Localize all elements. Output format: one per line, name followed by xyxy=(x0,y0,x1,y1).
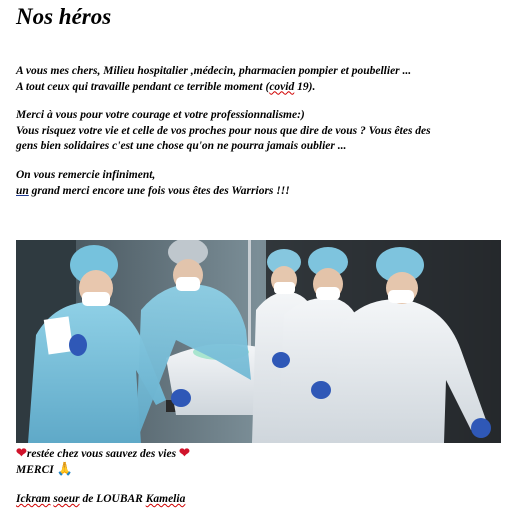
paragraph-thanks xyxy=(16,108,506,155)
healthcare-workers-photo xyxy=(16,240,501,443)
merci-line: MERCI 🙏 xyxy=(16,461,73,476)
signature-line: Ickram soeur de LOUBAR Kamelia xyxy=(16,493,186,505)
heart-icon: ❤ xyxy=(16,445,27,460)
thanks-line-2: Vous risquez votre vie et celle de vos proches pour nous que dire de vous ? Vous êtes des xyxy=(16,124,431,137)
thanks-line-3: gens bien solidaires c'est une chose qu'on ne pourra jamais oublier ... xyxy=(16,140,347,152)
spellcheck-word-covid: covid xyxy=(269,80,295,93)
page-title: Nos héros xyxy=(16,4,112,29)
thanks-line-1: Merci à vous pour votre courage et votre professionnalisme:) xyxy=(16,109,305,121)
closing-line: ❤restée chez vous sauvez des vies ❤ xyxy=(16,445,190,460)
heart-icon: ❤ xyxy=(178,445,190,460)
dedication-line-1: A vous mes chers, Milieu hospitalier ,médecin, pharmacien pompier et poubellier ... xyxy=(16,65,412,77)
underlined-word-un: un xyxy=(16,184,29,197)
paragraph-dedication xyxy=(16,64,506,95)
gratitude-line-2: un grand merci encore une fois vous êtes des Warriors !!! xyxy=(16,184,290,197)
gratitude-line-1: On vous remercie infiniment, xyxy=(16,169,156,181)
praying-hands-icon: 🙏 xyxy=(56,461,73,476)
dedication-line-2: A tout ceux qui travaille pendant ce terrible moment (covid 19). xyxy=(16,80,316,93)
paragraph-gratitude xyxy=(16,168,506,199)
photo-illustration xyxy=(16,240,501,443)
